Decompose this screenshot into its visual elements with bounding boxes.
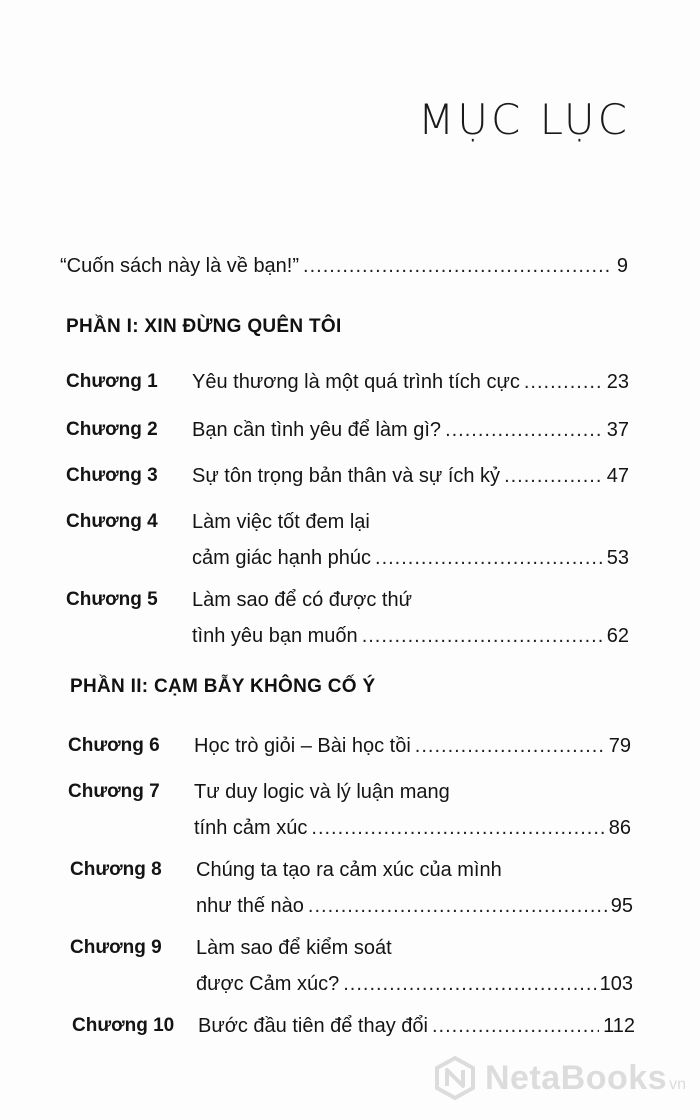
- chapter-page-number: 37: [606, 419, 629, 441]
- netabooks-logo-icon: [433, 1056, 477, 1100]
- chapter-page-number: 62: [606, 625, 629, 647]
- chapter-label: Chương 5: [66, 589, 158, 610]
- leader-dots: [504, 458, 603, 494]
- leader-dots: [308, 888, 607, 924]
- leader-dots: [311, 810, 604, 846]
- chapter-title: Bước đầu tiên để thay đổi: [198, 1015, 428, 1037]
- watermark-suffix: vn: [669, 1076, 686, 1093]
- chapter-title-line: như thế nào: [196, 895, 304, 917]
- chapter-page-number: 47: [606, 465, 629, 487]
- chapter-label: Chương 1: [66, 371, 158, 392]
- intro-title: “Cuốn sách này là về bạn!”: [60, 255, 300, 277]
- chapter-title-line: tình yêu bạn muốn: [192, 625, 358, 647]
- chapter-page-number: 103: [599, 973, 633, 995]
- chapter-title-line: Làm việc tốt đem lại: [192, 511, 370, 533]
- chapter-title-line: Tư duy logic và lý luận mang: [194, 781, 450, 803]
- chapter-title-line: Làm sao để có được thứ: [192, 589, 412, 611]
- leader-dots: [362, 618, 603, 654]
- chapter-title: Sự tôn trọng bản thân và sự ích kỷ: [192, 465, 501, 487]
- leader-dots: [524, 364, 603, 400]
- intro-page-number: 9: [616, 255, 628, 277]
- chapter-label: Chương 2: [66, 419, 158, 440]
- part-heading-1: PHẦN I: XIN ĐỪNG QUÊN TÔI: [66, 316, 342, 337]
- chapter-label: Chương 9: [70, 937, 162, 958]
- leader-dots: [432, 1008, 599, 1044]
- chapter-title-line: Làm sao để kiểm soát: [196, 937, 392, 959]
- chapter-title-line: tính cảm xúc: [194, 817, 308, 839]
- chapter-label: Chương 7: [68, 781, 160, 802]
- chapter-page-number: 95: [610, 895, 633, 917]
- chapter-label: Chương 3: [66, 465, 158, 486]
- chapter-page-number: 53: [606, 547, 629, 569]
- chapter-page-number: 86: [608, 817, 631, 839]
- toc-intro-entry: [60, 248, 628, 284]
- page-title: MỤC LỤC: [417, 95, 630, 144]
- leader-dots: [445, 412, 603, 448]
- leader-dots: [303, 248, 613, 284]
- chapter-label: Chương 8: [70, 859, 162, 880]
- chapter-page-number: 112: [603, 1015, 635, 1037]
- leader-dots: [343, 966, 595, 1002]
- chapter-title-line: Chúng ta tạo ra cảm xúc của mình: [196, 859, 502, 881]
- chapter-label: Chương 10: [72, 1015, 175, 1036]
- part-heading-2: PHẦN II: CẠM BẪY KHÔNG CỐ Ý: [70, 676, 376, 697]
- chapter-title-line: được Cảm xúc?: [196, 973, 340, 995]
- leader-dots: [415, 728, 605, 764]
- chapter-page-number: 79: [608, 735, 631, 757]
- chapter-title: Bạn cần tình yêu để làm gì?: [192, 419, 442, 441]
- chapter-title: Học trò giỏi – Bài học tồi: [194, 735, 411, 757]
- watermark-brand: NetaBooks: [484, 1058, 668, 1097]
- leader-dots: [375, 540, 603, 576]
- chapter-page-number: 23: [606, 371, 629, 393]
- chapter-label: Chương 4: [66, 511, 158, 532]
- chapter-title: Yêu thương là một quá trình tích cực: [192, 371, 520, 393]
- chapter-label: Chương 6: [68, 735, 160, 756]
- chapter-title-line: cảm giác hạnh phúc: [192, 547, 372, 569]
- watermark: [433, 1056, 686, 1100]
